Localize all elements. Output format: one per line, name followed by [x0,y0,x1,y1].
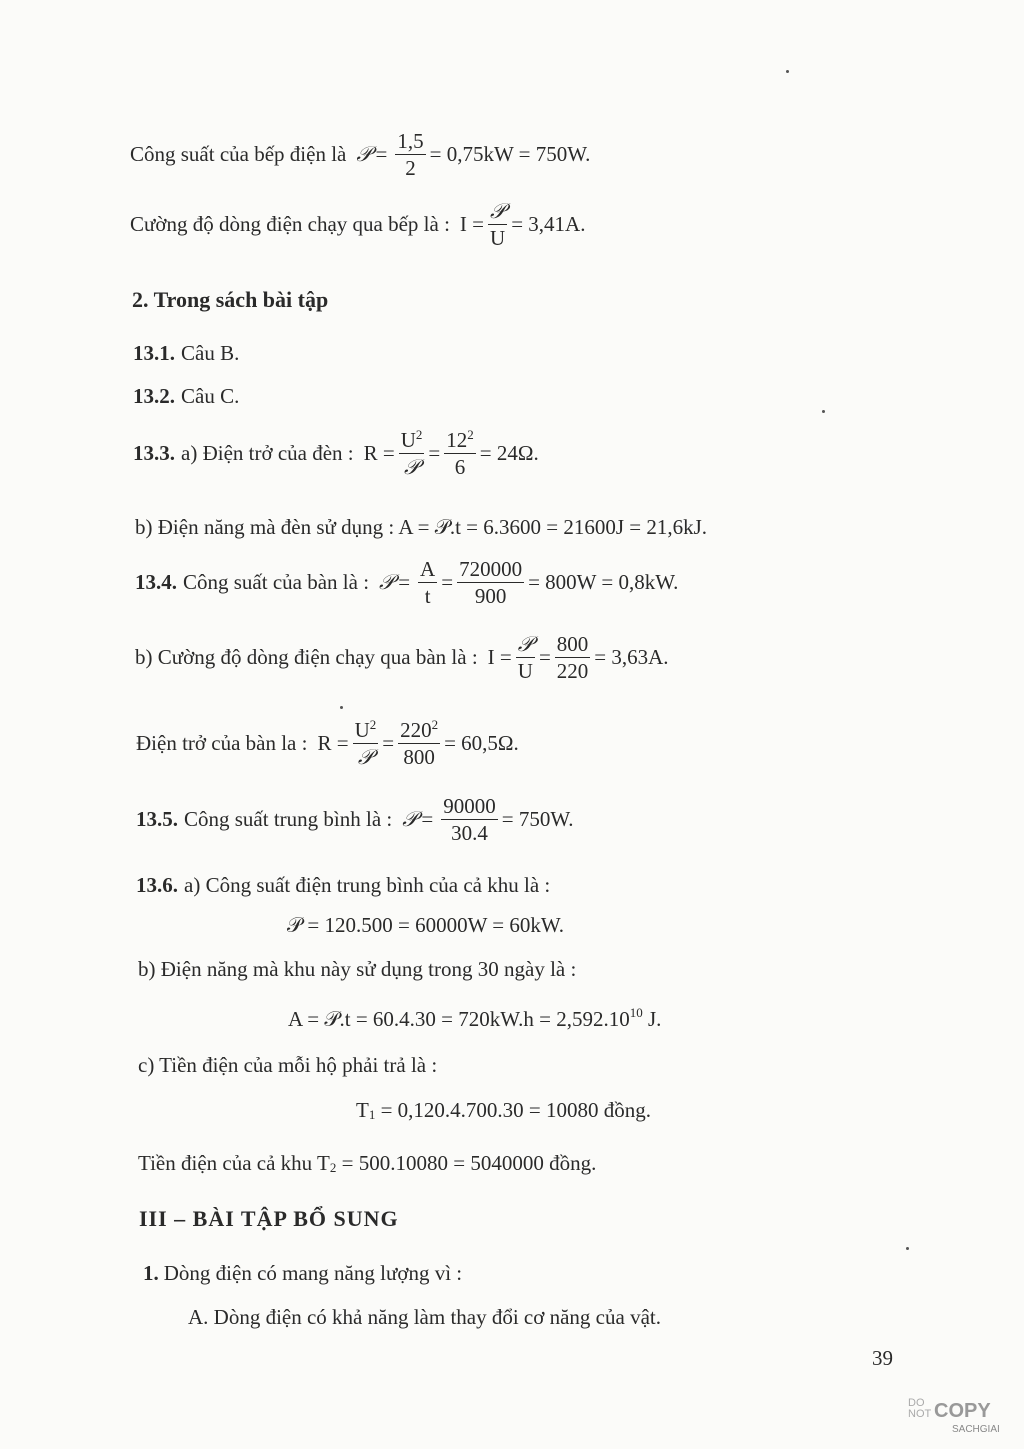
power-stove-line: Công suất của bếp điện là 𝒫 = $\frac{1,5}{2}$ = 0,75kW = 750W. [130,129,591,181]
power-symbol: 𝒫 [379,570,395,595]
lhs: R = [317,730,349,755]
numerator: 90000 [441,795,498,820]
answer-13-6b: b) Điện năng mà khu này sử dụng trong 30 ngày là : [138,957,577,981]
current-stove-line [130,200,585,249]
fraction [457,558,524,607]
exponent: 2 [369,717,377,732]
label: 13.3. [133,440,175,465]
result: = 750W. [501,807,574,832]
denominator: U [490,226,506,251]
text: Tiền điện của cả khu T [138,1150,330,1175]
text: Câu C. [181,384,240,408]
text: Công suất của bếp điện là [130,142,347,167]
watermark-copy: COPY [934,1400,991,1422]
formula: = 0,120.4.700.30 = 10080 đồng. [375,1097,652,1122]
result: = 800W = 0,8kW. [528,570,679,595]
text: a) Công suất điện trung bình của cả khu là : [184,873,551,897]
denominator: U [517,659,533,684]
answer-13-1 [133,341,239,366]
text: Điện trở của bàn la : [136,730,308,755]
exercise-1-option-a: A. Dòng điện có khả năng làm thay đổi cơ năng của vật. [188,1305,661,1329]
denominator: 220 [556,659,589,684]
answer-13-5: 13.5. Công suất trung bình là : 𝒫 = $\frac{90000}{30.4}$ = 750W. [136,794,574,846]
fraction [398,718,440,768]
text: b) Cường độ dòng điện chạy qua bàn là : [135,645,478,670]
answer-13-3b: b) Điện năng mà đèn sử dụng : A = 𝒫.t = 6.3600 = 21600J = 21,6kJ. [135,515,708,539]
label: 13.5. [136,807,178,832]
denominator: 𝒫 [403,455,420,480]
denominator: 30.4 [451,821,488,846]
lhs: I = [487,645,512,670]
denominator: 6 [454,455,466,480]
numerator: 𝒫 [488,200,507,225]
exponent: 2 [431,717,439,732]
section-title: III – BÀI TẬP BỔ SUNG [139,1206,399,1231]
answer-13-4b: b) Cường độ dòng điện chạy qua bàn là : I = $\frac{\text{𝒫}}{U}$ = $\frac{800}{220}$ = 3,63A. [135,632,669,684]
scan-speck [786,70,789,73]
exercise-1 [143,1261,462,1286]
iron-resistance-line: Điện trở của bàn la : R = $\frac{U^2}{\text{𝒫}}$ = $\frac{220^2}{800}$ = 60,5Ω. [136,717,519,770]
numerator: 1,5 [395,130,425,155]
numerator: 220 [400,718,432,742]
unit: J. [642,1006,662,1031]
scan-speck [822,410,825,413]
result: = 60,5Ω. [444,730,519,755]
text: Cường độ dòng điện chạy qua bếp là : [130,212,450,237]
numerator: U [354,718,370,742]
watermark-do-not: DO NOT [908,1397,932,1420]
denominator: 𝒫 [357,745,373,770]
numerator: 720000 [457,558,524,583]
text: Câu B. [181,341,240,365]
fraction [516,633,535,682]
power-symbol: 𝒫 [356,142,372,167]
label: 13.1. [133,341,175,365]
denominator: 2 [405,156,416,181]
fraction [418,558,437,607]
numerator: U [400,428,416,452]
fraction [441,795,498,844]
section-heading: 2. Trong sách bài tập [132,287,329,312]
exponent: 2 [467,427,474,442]
answer-13-3: 13.3. a) Điện trở của đèn : R = $\frac{U^2}{\text{𝒫}}$ = $\frac{12^2}{6}$ = 24Ω. [133,427,539,480]
scan-speck [340,706,343,709]
text: Công suất của bàn là : [183,570,370,595]
numerator: 12 [446,428,468,452]
lhs: I = [459,212,485,237]
denominator: 900 [474,584,507,609]
result: = 3,63A. [594,645,669,670]
numerator: 𝒫 [516,633,535,658]
fraction [399,428,425,478]
power-symbol: 𝒫 [402,807,418,832]
exponent: 2 [415,427,423,442]
text: Dòng điện có mang năng lượng vì : [163,1261,463,1285]
symbol: T [356,1097,369,1122]
denominator: t [424,584,431,609]
text: Công suất trung bình là : [184,807,393,832]
fraction [555,633,591,682]
numerator: 800 [555,633,591,658]
watermark-logo [908,1398,1018,1444]
answer-13-2 [133,384,239,409]
label: 1. [143,1261,159,1285]
text: a) Điện trở của đèn : [181,440,354,465]
result: = 3,41A. [511,212,586,237]
result: = 0,75kW = 750W. [429,142,591,167]
subscript: 2 [329,1160,337,1175]
answer-13-4: 13.4. Công suất của bàn là : 𝒫 = $\frac{A}{t}$ = $\frac{720000}{900}$ = 800W = 0,8kW. [135,557,679,609]
answer-13-6b-formula [288,1005,661,1033]
watermark-sachgiai: SACHGIAI [952,1424,1000,1435]
formula: A = 𝒫.t = 60.4.30 = 720kW.h = 2,592.10 [288,1006,630,1031]
label: 13.4. [135,570,177,595]
fraction [395,130,425,179]
answer-13-6c: c) Tiền điện của mỗi hộ phải trả là : [138,1053,438,1077]
answer-13-6a: 𝒫 = 120.500 = 60000W = 60kW. [287,913,565,937]
numerator: A [418,558,437,583]
fraction [353,718,379,768]
result: = 24Ω. [479,440,539,465]
subscript: 1 [368,1107,376,1122]
label: 13.6. [136,873,178,897]
label: 13.2. [133,384,175,408]
answer-13-6 [136,873,550,898]
answer-13-6c-formula [356,1097,651,1123]
formula: = 500.10080 = 5040000 đồng. [336,1150,597,1175]
exponent: 10 [629,1005,643,1020]
fraction [444,428,476,478]
fraction [488,200,507,249]
lhs: R = [363,440,395,465]
page-number: 39 [872,1346,893,1370]
scan-speck [906,1247,909,1250]
answer-13-6d [138,1150,596,1176]
denominator: 800 [403,745,435,770]
